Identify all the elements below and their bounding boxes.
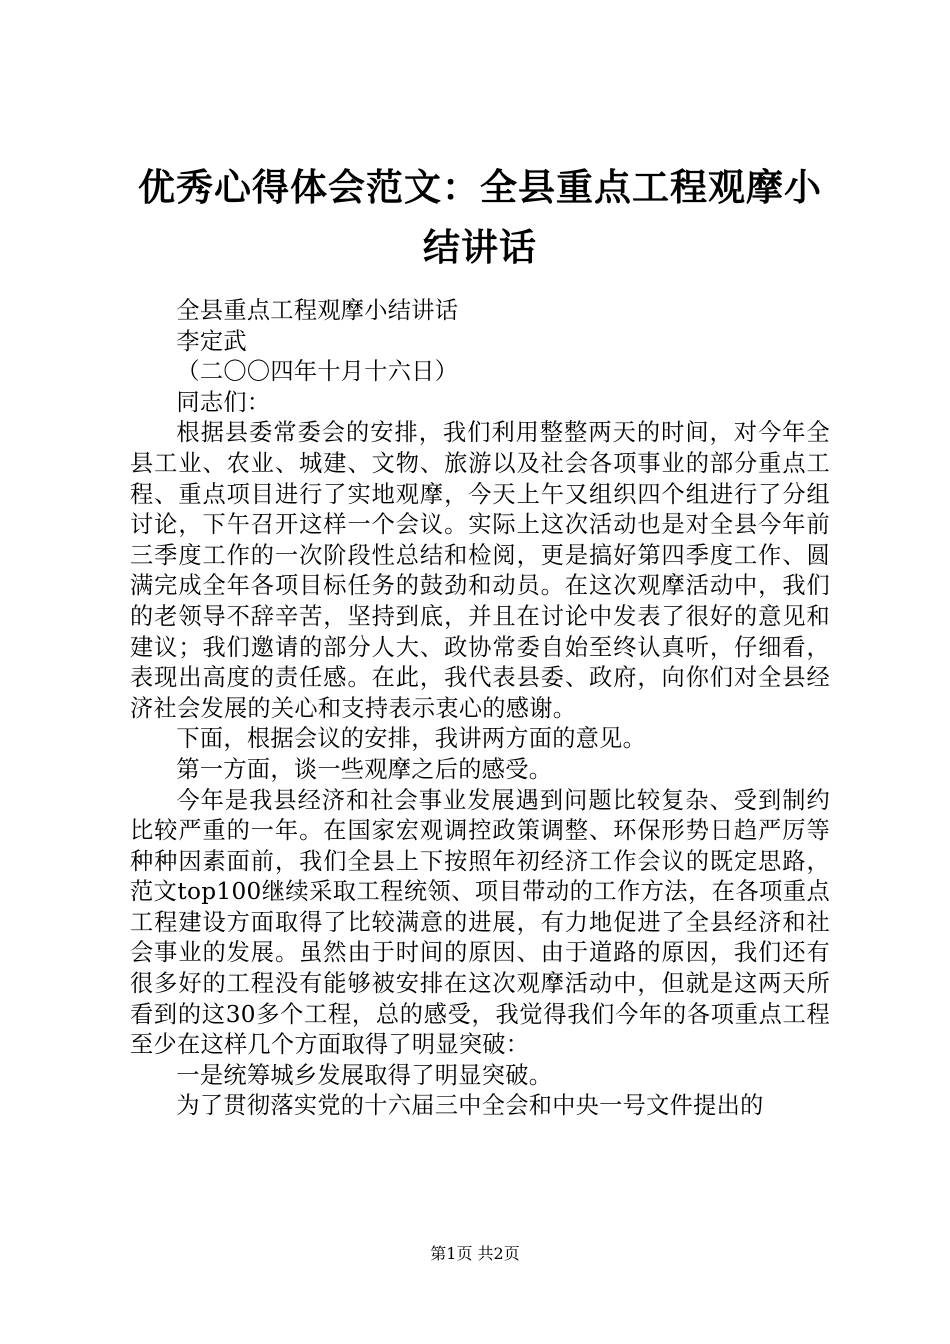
subsection-heading: 一是统筹城乡发展取得了明显突破。	[176, 1061, 553, 1089]
section-heading: 第一方面，谈一些观摩之后的感受。	[176, 755, 553, 783]
document-body	[130, 296, 830, 1122]
salutation: 同志们：	[176, 388, 271, 416]
body-paragraph: 今年是我县经济和社会事业发展遇到问题比较复杂、受到制约比较严重的一年。在国家宏观调控政策调整、环保形势日趋严厉等种种因素面前，我们全县上下按照年初经济工作会议的既定思路，范文top100继续采取工程统领、项目带动的工作方法，在各项重点工程建设方面取得了比较满意的进展，有力地促进了全县经济和社会事业的发展。虽然由于时间的原因、由于道路的原因，我们还有很多好的工程没有能够被安排在这次观摩活动中，但就是这两天所看到的这30多个工程，总的感受，我觉得我们今年的各项重点工程至少在这样几个方面取得了明显突破：	[130, 786, 830, 1059]
document-title: 优秀心得体会范文：全县重点工程观摩小结讲话	[138, 166, 822, 269]
page-footer: 第1页 共2页	[430, 1244, 520, 1263]
body-paragraph: 为了贯彻落实党的十六届三中全会和中央一号文件提出的	[176, 1092, 764, 1120]
speech-heading: 全县重点工程观摩小结讲话	[176, 297, 459, 324]
speaker-name: 李定武	[176, 327, 247, 355]
body-paragraph: 根据县委常委会的安排，我们利用整整两天的时间，对今年全县工业、农业、城建、文物、旅游以及社会各项事业的部分重点工程、重点项目进行了实地观摩，今天上午又组织四个组进行了分组讨论，下午召开这样一个会议。实际上这次活动也是对全县今年前三季度工作的一次阶段性总结和检阅，更是搞好第四季度工作、圆满完成全年各项目标任务的鼓劲和动员。在这次观摩活动中，我们的老领导不辞辛苦，坚持到底，并且在讨论中发表了很好的意见和建议；我们邀请的部分人大、政协常委自始至终认真听，仔细看，表现出高度的责任感。在此，我代表县委、政府，向你们对全县经济社会发展的关心和支持表示衷心的感谢。	[130, 419, 830, 722]
speech-date: （二〇〇四年十月十六日）	[176, 358, 459, 386]
body-paragraph: 下面，根据会议的安排，我讲两方面的意见。	[176, 725, 647, 753]
